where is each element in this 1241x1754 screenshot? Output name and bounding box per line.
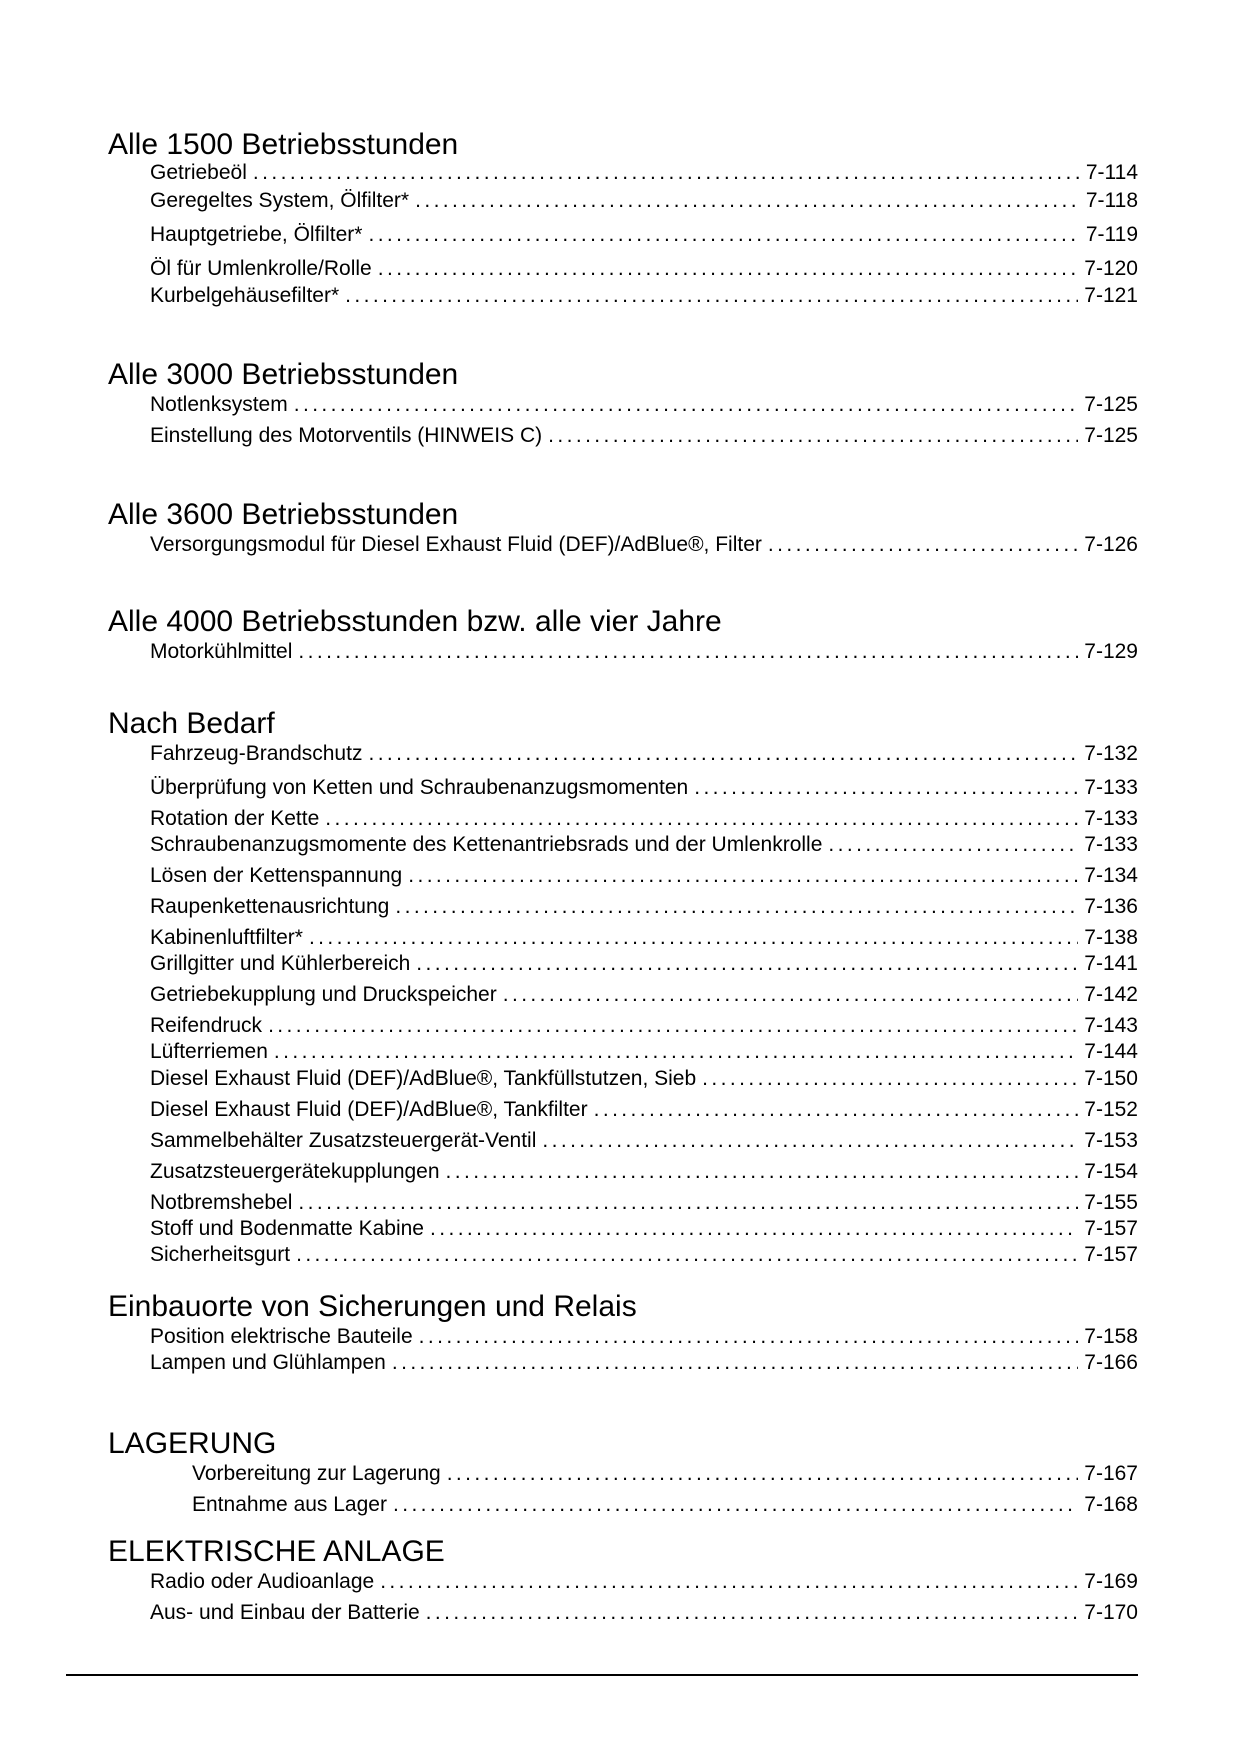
- toc-entry-page: 7-150: [1084, 1067, 1138, 1090]
- toc-entry-page: 7-121: [1084, 284, 1138, 307]
- toc-entry-title: Kabinenluftfilter*: [150, 926, 303, 949]
- leader-dots: [419, 1324, 1079, 1350]
- toc-entry-title: Radio oder Audioanlage: [150, 1570, 375, 1593]
- toc-entry[interactable]: [150, 1216, 1138, 1242]
- toc-entry-title: Notbremshebel: [150, 1191, 293, 1214]
- toc-entry-title: Fahrzeug-Brandschutz: [150, 742, 363, 765]
- toc-entry-page: 7-158: [1084, 1325, 1138, 1348]
- toc-entry-title: Grillgitter und Kühlerbereich: [150, 952, 411, 975]
- leader-dots: [542, 1128, 1078, 1154]
- toc-entry[interactable]: [150, 832, 1138, 858]
- toc-entry-title: Lösen der Kettenspannung: [150, 864, 403, 887]
- toc-entry-page: 7-138: [1084, 926, 1138, 949]
- toc-entry[interactable]: [150, 741, 1138, 767]
- leader-dots: [393, 1492, 1078, 1518]
- leader-dots: [430, 1216, 1078, 1242]
- toc-entry-page: 7-152: [1084, 1098, 1138, 1121]
- toc-entry-title: Hauptgetriebe, Ölfilter*: [150, 223, 363, 246]
- toc-entry-title: Lampen und Glühlampen: [150, 1351, 386, 1374]
- toc-entry-title: Diesel Exhaust Fluid (DEF)/AdBlue®, Tankfüllstutzen, Sieb: [150, 1067, 697, 1090]
- toc-entry-title: Getriebekupplung und Druckspeicher: [150, 983, 497, 1006]
- leader-dots: [415, 188, 1080, 214]
- leader-dots: [298, 1190, 1078, 1216]
- toc-entry[interactable]: [150, 532, 1138, 558]
- leader-dots: [447, 1461, 1079, 1487]
- toc-entry-page: 7-126: [1084, 533, 1138, 556]
- toc-entry-title: Entnahme aus Lager: [192, 1493, 387, 1516]
- section-heading: ELEKTRISCHE ANLAGE: [108, 1535, 445, 1568]
- toc-entry-title: Vorbereitung zur Lagerung: [192, 1462, 441, 1485]
- section-heading: Nach Bedarf: [108, 707, 275, 740]
- leader-dots: [594, 1097, 1079, 1123]
- leader-dots: [768, 532, 1078, 558]
- leader-dots: [828, 832, 1078, 858]
- leader-dots: [296, 1242, 1078, 1268]
- toc-entry[interactable]: [150, 1128, 1138, 1154]
- toc-entry-title: Sammelbehälter Zusatzsteuergerät-Ventil: [150, 1129, 537, 1152]
- leader-dots: [380, 1569, 1078, 1595]
- toc-entry-title: Schraubenanzugsmomente des Kettenantriebsrads und der Umlenkrolle: [150, 833, 823, 856]
- leader-dots: [368, 222, 1079, 248]
- toc-entry[interactable]: [150, 1350, 1138, 1376]
- toc-entry[interactable]: [150, 160, 1138, 186]
- section-heading: Alle 3600 Betriebsstunden: [108, 498, 459, 531]
- toc-entry[interactable]: [150, 222, 1138, 248]
- toc-entry[interactable]: [150, 1569, 1138, 1595]
- toc-entry-page: 7-166: [1084, 1351, 1138, 1374]
- toc-entry-title: Raupenkettenausrichtung: [150, 895, 390, 918]
- section-heading: Alle 4000 Betriebsstunden bzw. alle vier Jahre: [108, 605, 722, 638]
- section-heading: Alle 3000 Betriebsstunden: [108, 358, 459, 391]
- toc-entry[interactable]: [150, 1097, 1138, 1123]
- leader-dots: [395, 894, 1078, 920]
- leader-dots: [378, 256, 1079, 282]
- toc-entry-title: Lüfterriemen: [150, 1040, 268, 1063]
- toc-entry-page: 7-132: [1084, 742, 1138, 765]
- toc-entry-page: 7-133: [1084, 776, 1138, 799]
- toc-entry[interactable]: [150, 188, 1138, 214]
- toc-entry-page: 7-154: [1084, 1160, 1138, 1183]
- toc-entry-title: Aus- und Einbau der Batterie: [150, 1601, 420, 1624]
- toc-entry[interactable]: [150, 392, 1138, 418]
- toc-entry-title: Kurbelgehäusefilter*: [150, 284, 340, 307]
- section-heading: Einbauorte von Sicherungen und Relais: [108, 1290, 637, 1323]
- toc-entry-title: Versorgungsmodul für Diesel Exhaust Fluid (DEF)/AdBlue®, Filter: [150, 533, 762, 556]
- toc-entry-page: 7-155: [1084, 1191, 1138, 1214]
- toc-entry-title: Notlenksystem: [150, 393, 288, 416]
- toc-entry-page: 7-125: [1084, 393, 1138, 416]
- toc-entry[interactable]: [150, 1013, 1138, 1039]
- leader-dots: [416, 951, 1078, 977]
- leader-dots: [294, 392, 1079, 418]
- leader-dots: [368, 741, 1078, 767]
- toc-entry[interactable]: [192, 1461, 1138, 1487]
- toc-entry-page: 7-143: [1084, 1014, 1138, 1037]
- toc-entry-title: Position elektrische Bauteile: [150, 1325, 413, 1348]
- toc-entry-title: Geregeltes System, Ölfilter*: [150, 189, 410, 212]
- toc-entry[interactable]: [150, 925, 1138, 951]
- toc-entry[interactable]: [150, 283, 1138, 309]
- toc-entry-title: Reifendruck: [150, 1014, 263, 1037]
- toc-entry[interactable]: [150, 1324, 1138, 1350]
- toc-entry-page: 7-133: [1084, 807, 1138, 830]
- toc-entry[interactable]: [192, 1492, 1138, 1518]
- leader-dots: [702, 1066, 1078, 1092]
- section-heading: LAGERUNG: [108, 1427, 277, 1460]
- toc-entry[interactable]: [150, 982, 1138, 1008]
- toc-entry[interactable]: [150, 951, 1138, 977]
- toc-entry-page: 7-119: [1085, 223, 1138, 246]
- leader-dots: [325, 806, 1078, 832]
- toc-entry[interactable]: [150, 1242, 1138, 1268]
- toc-entry-page: 7-136: [1084, 895, 1138, 918]
- toc-entry-title: Motorkühlmittel: [150, 640, 293, 663]
- footer-rule: [66, 1674, 1138, 1676]
- leader-dots: [345, 283, 1078, 309]
- toc-entry-page: 7-157: [1084, 1243, 1138, 1266]
- leader-dots: [309, 925, 1078, 951]
- leader-dots: [253, 160, 1080, 186]
- toc-entry[interactable]: [150, 1600, 1138, 1626]
- toc-entry-page: 7-169: [1084, 1570, 1138, 1593]
- toc-entry-title: Stoff und Bodenmatte Kabine: [150, 1217, 424, 1240]
- toc-entry-page: 7-114: [1085, 161, 1138, 184]
- toc-entry[interactable]: [150, 894, 1138, 920]
- toc-entry-page: 7-141: [1084, 952, 1138, 975]
- toc-entry-page: 7-133: [1084, 833, 1138, 856]
- toc-entry-page: 7-144: [1084, 1040, 1138, 1063]
- leader-dots: [392, 1350, 1078, 1376]
- toc-entry-page: 7-168: [1084, 1493, 1138, 1516]
- toc-entry-title: Diesel Exhaust Fluid (DEF)/AdBlue®, Tankfilter: [150, 1098, 588, 1121]
- toc-entry-title: Öl für Umlenkrolle/Rolle: [150, 257, 372, 280]
- toc-entry-page: 7-120: [1084, 257, 1138, 280]
- toc-entry[interactable]: [150, 1066, 1138, 1092]
- toc-entry[interactable]: [150, 423, 1138, 449]
- toc-entry-title: Zusatzsteuergerätekupplungen: [150, 1160, 440, 1183]
- toc-entry[interactable]: [150, 775, 1138, 801]
- toc-entry-page: 7-125: [1084, 424, 1138, 447]
- section-heading: Alle 1500 Betriebsstunden: [108, 128, 459, 161]
- toc-entry-page: 7-142: [1084, 983, 1138, 1006]
- toc-entry-page: 7-134: [1084, 864, 1138, 887]
- toc-entry-title: Rotation der Kette: [150, 807, 320, 830]
- toc-entry-title: Überprüfung von Ketten und Schraubenanzugsmomenten: [150, 776, 689, 799]
- toc-entry[interactable]: [150, 639, 1138, 665]
- leader-dots: [274, 1039, 1078, 1065]
- leader-dots: [503, 982, 1079, 1008]
- toc-entry-title: Sicherheitsgurt: [150, 1243, 291, 1266]
- toc-entry-page: 7-157: [1084, 1217, 1138, 1240]
- toc-entry-page: 7-129: [1084, 640, 1138, 663]
- toc-entry[interactable]: [150, 1159, 1138, 1185]
- toc-entry[interactable]: [150, 1190, 1138, 1216]
- toc-entry-page: 7-153: [1084, 1129, 1138, 1152]
- toc-entry[interactable]: [150, 256, 1138, 282]
- toc-entry-page: 7-118: [1085, 189, 1138, 212]
- leader-dots: [694, 775, 1078, 801]
- toc-entry-page: 7-167: [1084, 1462, 1138, 1485]
- toc-entry-title: Einstellung des Motorventils (HINWEIS C): [150, 424, 543, 447]
- toc-entry-title: Getriebeöl: [150, 161, 247, 184]
- toc-entry[interactable]: [150, 863, 1138, 889]
- leader-dots: [426, 1600, 1079, 1626]
- leader-dots: [446, 1159, 1079, 1185]
- toc-entry-page: 7-170: [1084, 1601, 1138, 1624]
- toc-entry[interactable]: [150, 1039, 1138, 1065]
- leader-dots: [548, 423, 1078, 449]
- toc-entry[interactable]: [150, 806, 1138, 832]
- leader-dots: [268, 1013, 1078, 1039]
- leader-dots: [298, 639, 1078, 665]
- leader-dots: [408, 863, 1078, 889]
